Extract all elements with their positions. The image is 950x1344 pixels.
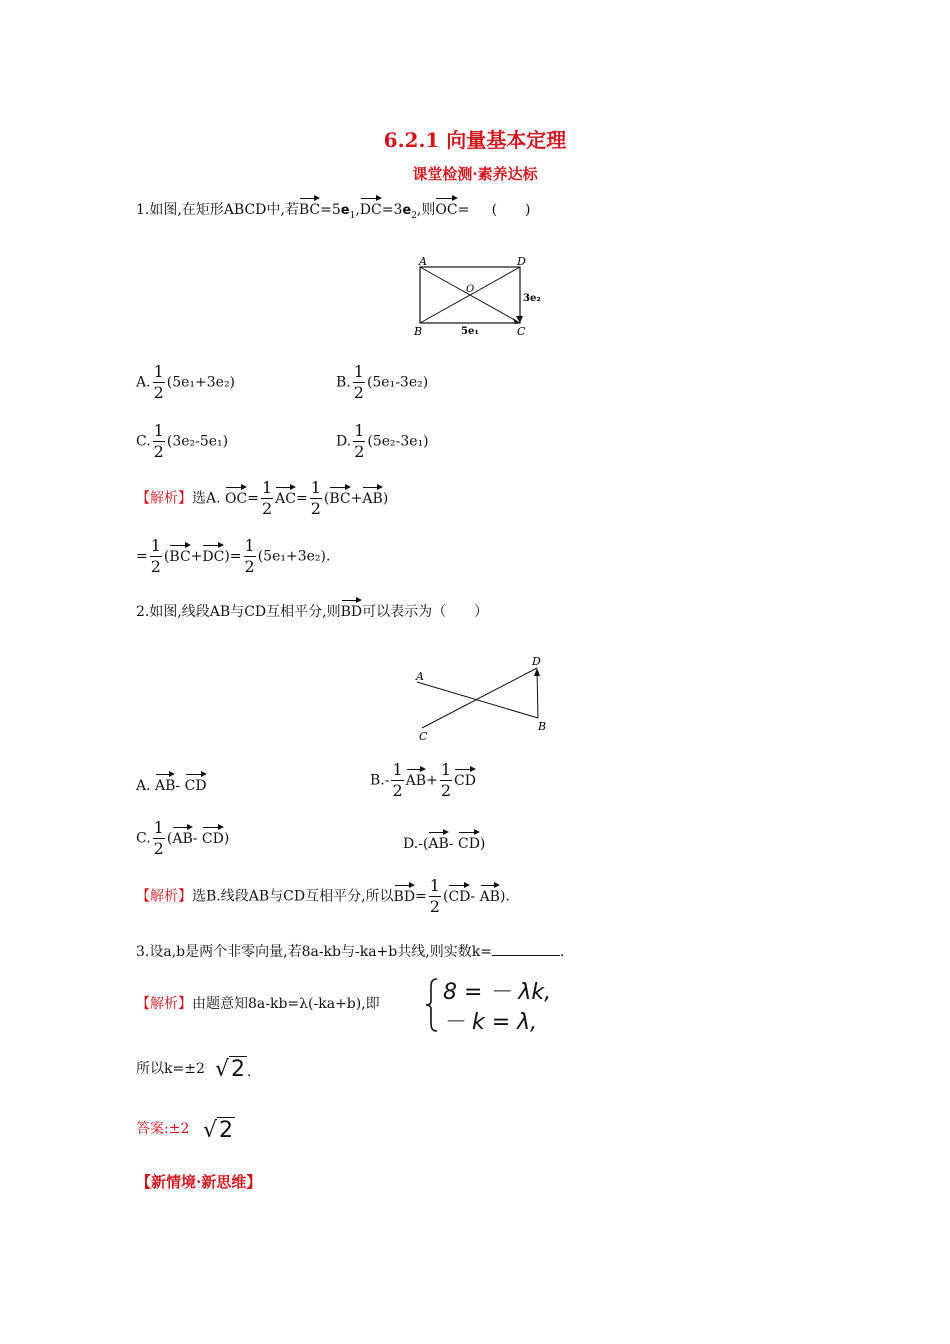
analysis-tag: 【解析】 bbox=[136, 888, 192, 905]
q1-analysis-suffix: (5e₁+3e₂). bbox=[257, 548, 331, 565]
vector-ac: AC bbox=[275, 485, 296, 506]
frac-num: 1 bbox=[353, 362, 364, 381]
vector-bc: BC bbox=[169, 543, 190, 564]
vector-cd: CD bbox=[458, 830, 480, 851]
segments-figure bbox=[405, 652, 565, 747]
frac-den: 2 bbox=[261, 499, 273, 518]
label-a: A bbox=[416, 670, 424, 683]
option-1c-expr: (3e₂-5e₁) bbox=[166, 433, 229, 450]
q1-then: ,则 bbox=[416, 202, 436, 218]
vector-ab: AB bbox=[172, 825, 192, 846]
q3-analysis-text: 由题意知8a-kb=λ(-ka+b),即 bbox=[192, 996, 380, 1012]
option-2c[interactable]: C. $\frac{1}{2}$ (AB- CD) bbox=[136, 818, 230, 858]
q1-analysis-line1: 【解析】选A. OC= $\frac{1}{2}$ AC= $\frac{1}{2}$ (BC+AB) bbox=[136, 478, 389, 518]
answer-blank[interactable] bbox=[492, 943, 560, 956]
vector-cd: CD bbox=[448, 883, 470, 904]
system-line-2: － k = λ, bbox=[443, 1010, 538, 1035]
option-2c-label: C. bbox=[136, 830, 151, 847]
frac-den: 2 bbox=[440, 781, 451, 800]
frac-num: 1 bbox=[153, 421, 164, 440]
sqrt-radicand: 2 bbox=[219, 1118, 234, 1143]
q3-stem-end: . bbox=[559, 944, 565, 960]
frac-den: 2 bbox=[429, 897, 440, 916]
system-line-1: 8 = － λk, bbox=[443, 980, 552, 1005]
frac-num: 1 bbox=[153, 818, 164, 837]
segment-bd bbox=[537, 670, 538, 718]
analysis-tag: 【解析】 bbox=[136, 490, 192, 507]
option-1d-label: D. bbox=[336, 433, 352, 450]
question-2-stem bbox=[136, 598, 488, 621]
vector-oc: OC bbox=[225, 485, 247, 506]
analysis-tag: 【解析】 bbox=[136, 996, 192, 1012]
vector-ab: AB bbox=[428, 830, 448, 851]
q1-analysis-line2: = $\frac{1}{2}$ (BC+DC)= $\frac{1}{2}$ (5e₁+3e₂). bbox=[136, 536, 331, 576]
vector-oc: OC bbox=[435, 196, 457, 217]
vector-ab: AB bbox=[155, 772, 175, 793]
label-3e2: 3e₂ bbox=[523, 293, 541, 304]
vector-cd: CD bbox=[202, 825, 224, 846]
question-1-stem: 1.如图,在矩形ABCD中,若$BC=5e_1,DC=3e_2$,则OC= ( ) bbox=[136, 196, 531, 221]
frac-num: 1 bbox=[429, 876, 440, 895]
frac-den: 2 bbox=[392, 781, 403, 800]
frac-den: 2 bbox=[153, 442, 164, 461]
question-3-stem bbox=[136, 941, 564, 961]
vector-bc: BC bbox=[299, 196, 320, 217]
option-1b-expr: (5e₁-3e₂) bbox=[366, 374, 429, 391]
frac-num: 1 bbox=[153, 362, 164, 381]
q1-eq2: =3 bbox=[381, 202, 403, 218]
label-a: A bbox=[419, 255, 427, 268]
vector-cd: CD bbox=[454, 767, 476, 788]
frac-num: 1 bbox=[354, 421, 365, 440]
vector-ab: AB bbox=[480, 883, 500, 904]
label-c: C bbox=[419, 730, 428, 743]
option-1b[interactable] bbox=[336, 364, 428, 401]
frac-num: 1 bbox=[150, 536, 161, 555]
option-1d[interactable] bbox=[336, 423, 429, 460]
option-2a-label: A. bbox=[136, 778, 151, 794]
frac-den: 2 bbox=[353, 383, 364, 402]
frac-num: 1 bbox=[310, 478, 321, 497]
label-5e1: 5e₁ bbox=[461, 326, 479, 337]
q3-analysis bbox=[136, 993, 380, 1013]
vector-bc: BC bbox=[329, 485, 350, 506]
segment-cd bbox=[422, 668, 537, 728]
label-b: B bbox=[538, 720, 547, 733]
q1-analysis-prefix: 选A. bbox=[192, 490, 221, 507]
q2-stem-prefix: 2.如图,线段AB与CD互相平分,则 bbox=[136, 604, 341, 620]
q2-analysis: 【解析】选B.线段AB与CD互相平分,所以BD= $\frac{1}{2}$ (CD- AB). bbox=[136, 876, 510, 916]
q3-conclusion-prefix: 所以k=±2 bbox=[136, 1061, 205, 1077]
label-d: D bbox=[517, 255, 526, 268]
frac-den: 2 bbox=[244, 557, 255, 576]
label-o: O bbox=[466, 284, 475, 295]
label-c: C bbox=[517, 325, 526, 338]
left-brace bbox=[423, 977, 441, 1033]
frac-den: 2 bbox=[354, 442, 365, 461]
frac-num: 1 bbox=[392, 760, 403, 779]
vector-bd: BD bbox=[394, 883, 416, 904]
option-1b-label: B. bbox=[336, 374, 351, 391]
q1-paren: ( ) bbox=[491, 202, 531, 218]
option-1a[interactable] bbox=[136, 364, 235, 401]
option-1c-label: C. bbox=[136, 433, 151, 450]
option-2b[interactable]: B.- $\frac{1}{2}$ AB+ $\frac{1}{2}$ CD bbox=[370, 760, 476, 800]
option-2b-label: B. bbox=[370, 772, 385, 789]
vector-ab: AB bbox=[406, 767, 426, 788]
vector-cd: CD bbox=[185, 772, 207, 793]
label-b: B bbox=[414, 325, 423, 338]
frac-den: 2 bbox=[153, 839, 164, 858]
vector-ab: AB bbox=[362, 485, 382, 506]
frac-den: 2 bbox=[153, 383, 164, 402]
page-subtitle: 课堂检测·素养达标 bbox=[412, 165, 538, 183]
answer-sqrt: √2 bbox=[203, 1118, 234, 1143]
q3-conclusion bbox=[136, 1058, 205, 1078]
option-1a-label: A. bbox=[136, 374, 151, 391]
label-d: D bbox=[532, 655, 541, 668]
q1-eq3: = bbox=[457, 202, 470, 218]
sqrt-radicand: 2 bbox=[231, 1057, 246, 1082]
frac-num: 1 bbox=[261, 478, 273, 497]
option-2a[interactable]: A. AB- CD bbox=[136, 772, 207, 794]
option-1a-expr: (5e₁+3e₂) bbox=[166, 374, 236, 391]
q3-conclusion-suffix: . bbox=[247, 1064, 252, 1080]
vector-dc: DC bbox=[202, 543, 224, 564]
frac-num: 1 bbox=[244, 536, 255, 555]
vector-bd: BD bbox=[341, 598, 363, 619]
q2-stem-suffix: 可以表示为（ ） bbox=[362, 604, 489, 620]
q1-stem-prefix: 1.如图,在矩形ABCD中,若 bbox=[136, 202, 299, 218]
page-title: 6.2.1 向量基本定理 bbox=[383, 128, 567, 152]
q2-analysis-text: 选B.线段AB与CD互相平分,所以 bbox=[192, 888, 394, 905]
rectangle-figure bbox=[405, 255, 555, 345]
option-2d[interactable]: D.-(AB- CD) bbox=[403, 830, 485, 852]
frac-den: 2 bbox=[150, 557, 161, 576]
option-1d-expr: (5e₂-3e₁) bbox=[367, 433, 429, 450]
vector-dc: DC bbox=[360, 196, 382, 217]
option-2d-label: D. bbox=[403, 836, 419, 852]
frac-den: 2 bbox=[310, 499, 321, 518]
q3-answer: 答案:±2 bbox=[136, 1121, 190, 1137]
option-1c[interactable] bbox=[136, 423, 228, 460]
section-tag: 【新情境·新思维】 bbox=[136, 1173, 262, 1191]
frac-num: 1 bbox=[440, 760, 451, 779]
segment-ab bbox=[417, 682, 538, 718]
q1-eq1: =5 bbox=[320, 202, 341, 218]
q3-stem-text: 3.设a,b是两个非零向量,若8a-kb与-ka+b共线,则实数k= bbox=[136, 944, 492, 960]
sqrt-expression: √2 . bbox=[215, 1057, 252, 1082]
